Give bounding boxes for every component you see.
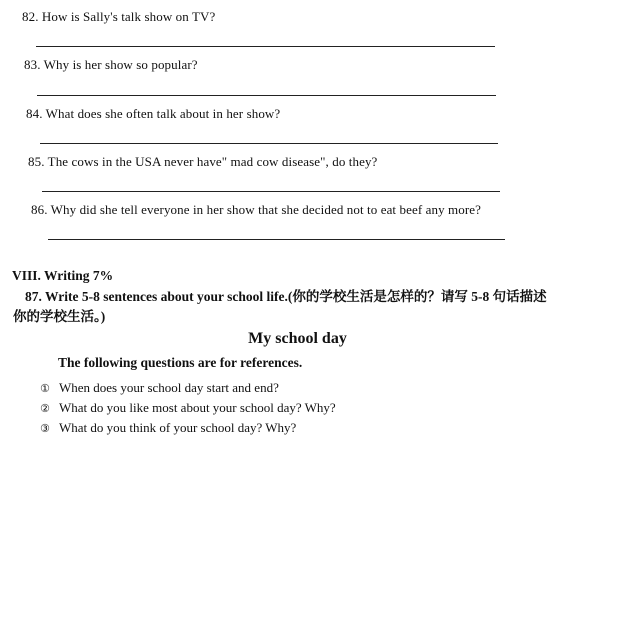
reference-text: What do you like most about your school day? Why? [59, 400, 336, 415]
question-85: 85. The cows in the USA never have" mad cow disease", do they? [28, 154, 378, 169]
answer-line-84[interactable] [40, 143, 498, 144]
answer-line-83[interactable] [37, 95, 496, 96]
circled-two-marker: ② [40, 402, 50, 415]
circled-three-marker: ③ [40, 422, 50, 435]
writing-prompt-line1: 87. Write 5-8 sentences about your school life.(你的学校生活是怎样的？请写 5-8 句话描述 [25, 289, 547, 304]
reference-text: What do you think of your school day? Why? [59, 420, 297, 435]
reference-text: When does your school day start and end? [59, 380, 279, 395]
question-82: 82. How is Sally's talk show on TV? [22, 9, 216, 24]
writing-prompt-line2: 你的学校生活。) [13, 309, 106, 324]
reference-item [40, 380, 279, 396]
writing-prompt [13, 287, 573, 327]
essay-title: My school day [248, 330, 347, 347]
question-84: 84. What does she often talk about in her show? [26, 106, 281, 121]
question-83: 83. Why is her show so popular? [24, 57, 198, 72]
reference-item [40, 420, 296, 436]
references-heading: The following questions are for references. [58, 355, 303, 370]
reference-item [40, 400, 336, 416]
answer-line-85[interactable] [42, 191, 500, 192]
answer-line-86[interactable] [48, 239, 505, 240]
answer-line-82[interactable] [36, 46, 495, 47]
circled-one-marker: ① [40, 382, 50, 395]
question-86: 86. Why did she tell everyone in her show that she decided not to eat beef any more? [31, 202, 482, 217]
section-title-writing: VIII. Writing 7% [12, 268, 114, 283]
